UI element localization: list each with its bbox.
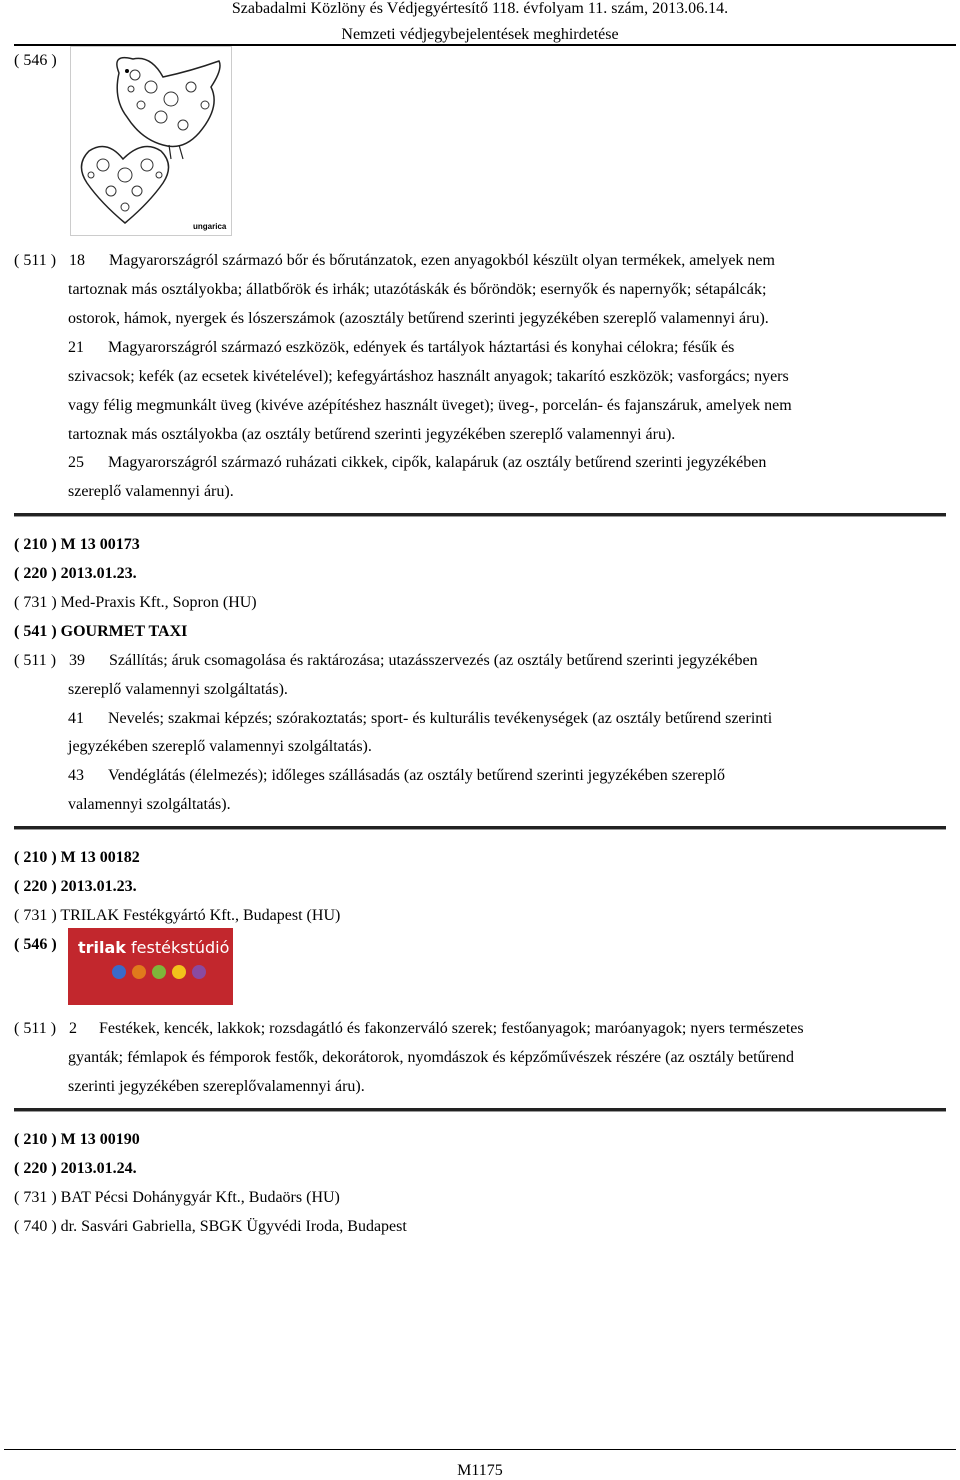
inid-731: ( 731 ) (14, 594, 57, 611)
trilak-logo (68, 928, 233, 1005)
class-number: 41 (68, 710, 84, 727)
trilak-logo-brand: trilak (78, 938, 126, 957)
inid-740: ( 740 ) (14, 1218, 57, 1235)
class-text: jegyzékében szereplő valamennyi szolgáltatás). (68, 738, 372, 755)
inid-541: ( 541 ) (14, 623, 57, 640)
class-text: Magyarországról származó eszközök, edények és tartályok háztartási és konyhai célokra; fésűk és (108, 339, 735, 356)
entry1-511 (14, 246, 775, 275)
entry4-731 (14, 1183, 340, 1212)
footer-divider (4, 1449, 956, 1450)
entry2-731 (14, 588, 257, 617)
entry2-210 (14, 530, 140, 559)
entry3-731 (14, 901, 340, 930)
inid-731: ( 731 ) (14, 907, 57, 924)
class-text: ostorok, hámok, nyergek és lószerszámok (azosztály betűrend szerinti jegyzékében szereplő valamennyi áru). (68, 310, 769, 327)
inid-546: ( 546 ) (14, 52, 57, 69)
applicant: BAT Pécsi Dohánygyár Kft., Budaörs (HU) (60, 1189, 340, 1206)
class-number: 39 (69, 652, 85, 669)
application-number: M 13 00173 (60, 536, 140, 553)
logo-dot-green (152, 965, 166, 979)
class-text: gyanták; fémlapok és fémporok festők, dekorátorok, nyomdászok és képzőművészek részére (az osztály betűrend (68, 1049, 794, 1066)
class-text: Szállítás; áruk csomagolása és raktározása; utazásszervezés (az osztály betűrend szerinti jegyzékében (109, 652, 758, 669)
inid-210: ( 210 ) (14, 849, 57, 866)
class-text: szerinti jegyzékében szereplővalamennyi áru). (68, 1078, 365, 1095)
inid-511: ( 511 ) (14, 652, 57, 669)
filing-date: 2013.01.23. (60, 878, 137, 895)
inid-511: ( 511 ) (14, 1020, 57, 1037)
class-number: 25 (68, 454, 84, 471)
class-text: valamennyi szolgáltatás). (68, 796, 231, 813)
class-text: Vendéglátás (élelmezés); időleges szállásadás (az osztály betűrend szerinti jegyzékében szereplő (108, 767, 726, 784)
class-text: Magyarországról származó bőr és bőrutánzatok, ezen anyagokból készült olyan termékek, amelyek nem (109, 252, 775, 269)
word-mark: GOURMET TAXI (60, 623, 188, 640)
entry-divider (14, 513, 946, 517)
class-text: Festékek, kencék, lakkok; rozsdagátló és fakonzerváló szerek; festőanyagok; maróanyagok; nyers természetes (99, 1020, 804, 1037)
entry-divider (14, 826, 946, 830)
entry2-class43 (68, 761, 725, 790)
class-number: 43 (68, 767, 84, 784)
entry3-511 (14, 1014, 804, 1043)
filing-date: 2013.01.23. (60, 565, 137, 582)
entry2-220 (14, 559, 137, 588)
entry4-740 (14, 1212, 407, 1241)
applicant: Med-Praxis Kft., Sopron (HU) (60, 594, 257, 611)
inid-210: ( 210 ) (14, 536, 57, 553)
class-text: tartoznak más osztályokba (az osztály betűrend szerinti jegyzékében szereplő valamennyi áru). (68, 426, 676, 443)
trilak-logo-studio: festékstúdió (125, 938, 230, 957)
application-number: M 13 00182 (60, 849, 140, 866)
logo-dot-orange (132, 965, 146, 979)
inid-220: ( 220 ) (14, 878, 57, 895)
trilak-logo-text (78, 938, 229, 957)
inid-546: ( 546 ) (14, 936, 57, 953)
entry4-220 (14, 1154, 137, 1183)
journal-title: Szabadalmi Közlöny és Védjegyértesítő 118. évfolyam 11. szám, 2013.06.14. (231, 0, 729, 17)
ungarica-logo-text: ungarica (193, 222, 227, 231)
logo-dot-blue (112, 965, 126, 979)
inid-511: ( 511 ) (14, 252, 57, 269)
section-title: Nemzeti védjegybejelentések meghirdetése (341, 26, 619, 43)
entry4-210 (14, 1125, 140, 1154)
application-number: M 13 00190 (60, 1131, 140, 1148)
inid-220: ( 220 ) (14, 565, 57, 582)
entry1-class21 (68, 333, 734, 362)
filing-date: 2013.01.24. (60, 1160, 137, 1177)
class-text: tartoznak más osztályokba; állatbőrök és irhák; utazótáskák és bőröndök; esernyők és napernyők; sétapálcák; (68, 281, 767, 298)
entry2-511 (14, 646, 758, 675)
logo-dot-yellow (172, 965, 186, 979)
entry3-210 (14, 843, 140, 872)
page-number: M1175 (457, 1462, 503, 1479)
ungarica-logo (70, 46, 232, 236)
inid-220: ( 220 ) (14, 1160, 57, 1177)
entry2-541 (14, 617, 187, 646)
class-number: 21 (68, 339, 84, 356)
logo-dot-purple (192, 965, 206, 979)
applicant: TRILAK Festékgyártó Kft., Budapest (HU) (60, 907, 341, 924)
class-text: Nevelés; szakmai képzés; szórakoztatás; sport- és kulturális tevékenységek (az osztály betűrend szerinti (108, 710, 773, 727)
representative: dr. Sasvári Gabriella, SBGK Ügyvédi Iroda, Budapest (60, 1218, 407, 1235)
class-text: szivacsok; kefék (az ecsetek kivételével); kefegyártáshoz használt anyagok; takarító eszközök; vasforgács; nyers (68, 368, 789, 385)
entry-divider (14, 1108, 946, 1112)
class-text: szereplő valamennyi szolgáltatás). (68, 681, 288, 698)
entry3-220 (14, 872, 137, 901)
entry1-class25 (68, 448, 766, 477)
class-number: 2 (69, 1020, 77, 1037)
inid-210: ( 210 ) (14, 1131, 57, 1148)
ungarica-logo-graphic (71, 47, 231, 235)
inid-731: ( 731 ) (14, 1189, 57, 1206)
class-text: vagy félig megmunkált üveg (kivéve azépítéshez használt üveget); üveg-, porcelán- és fajanszáruk, amelyek nem (68, 397, 792, 414)
class-text: Magyarországról származó ruházati cikkek, cipők, kalapáruk (az osztály betűrend szerinti jegyzékében (108, 454, 767, 471)
class-number: 18 (69, 252, 85, 269)
entry2-class41 (68, 704, 772, 733)
class-text: szereplő valamennyi áru). (68, 483, 234, 500)
